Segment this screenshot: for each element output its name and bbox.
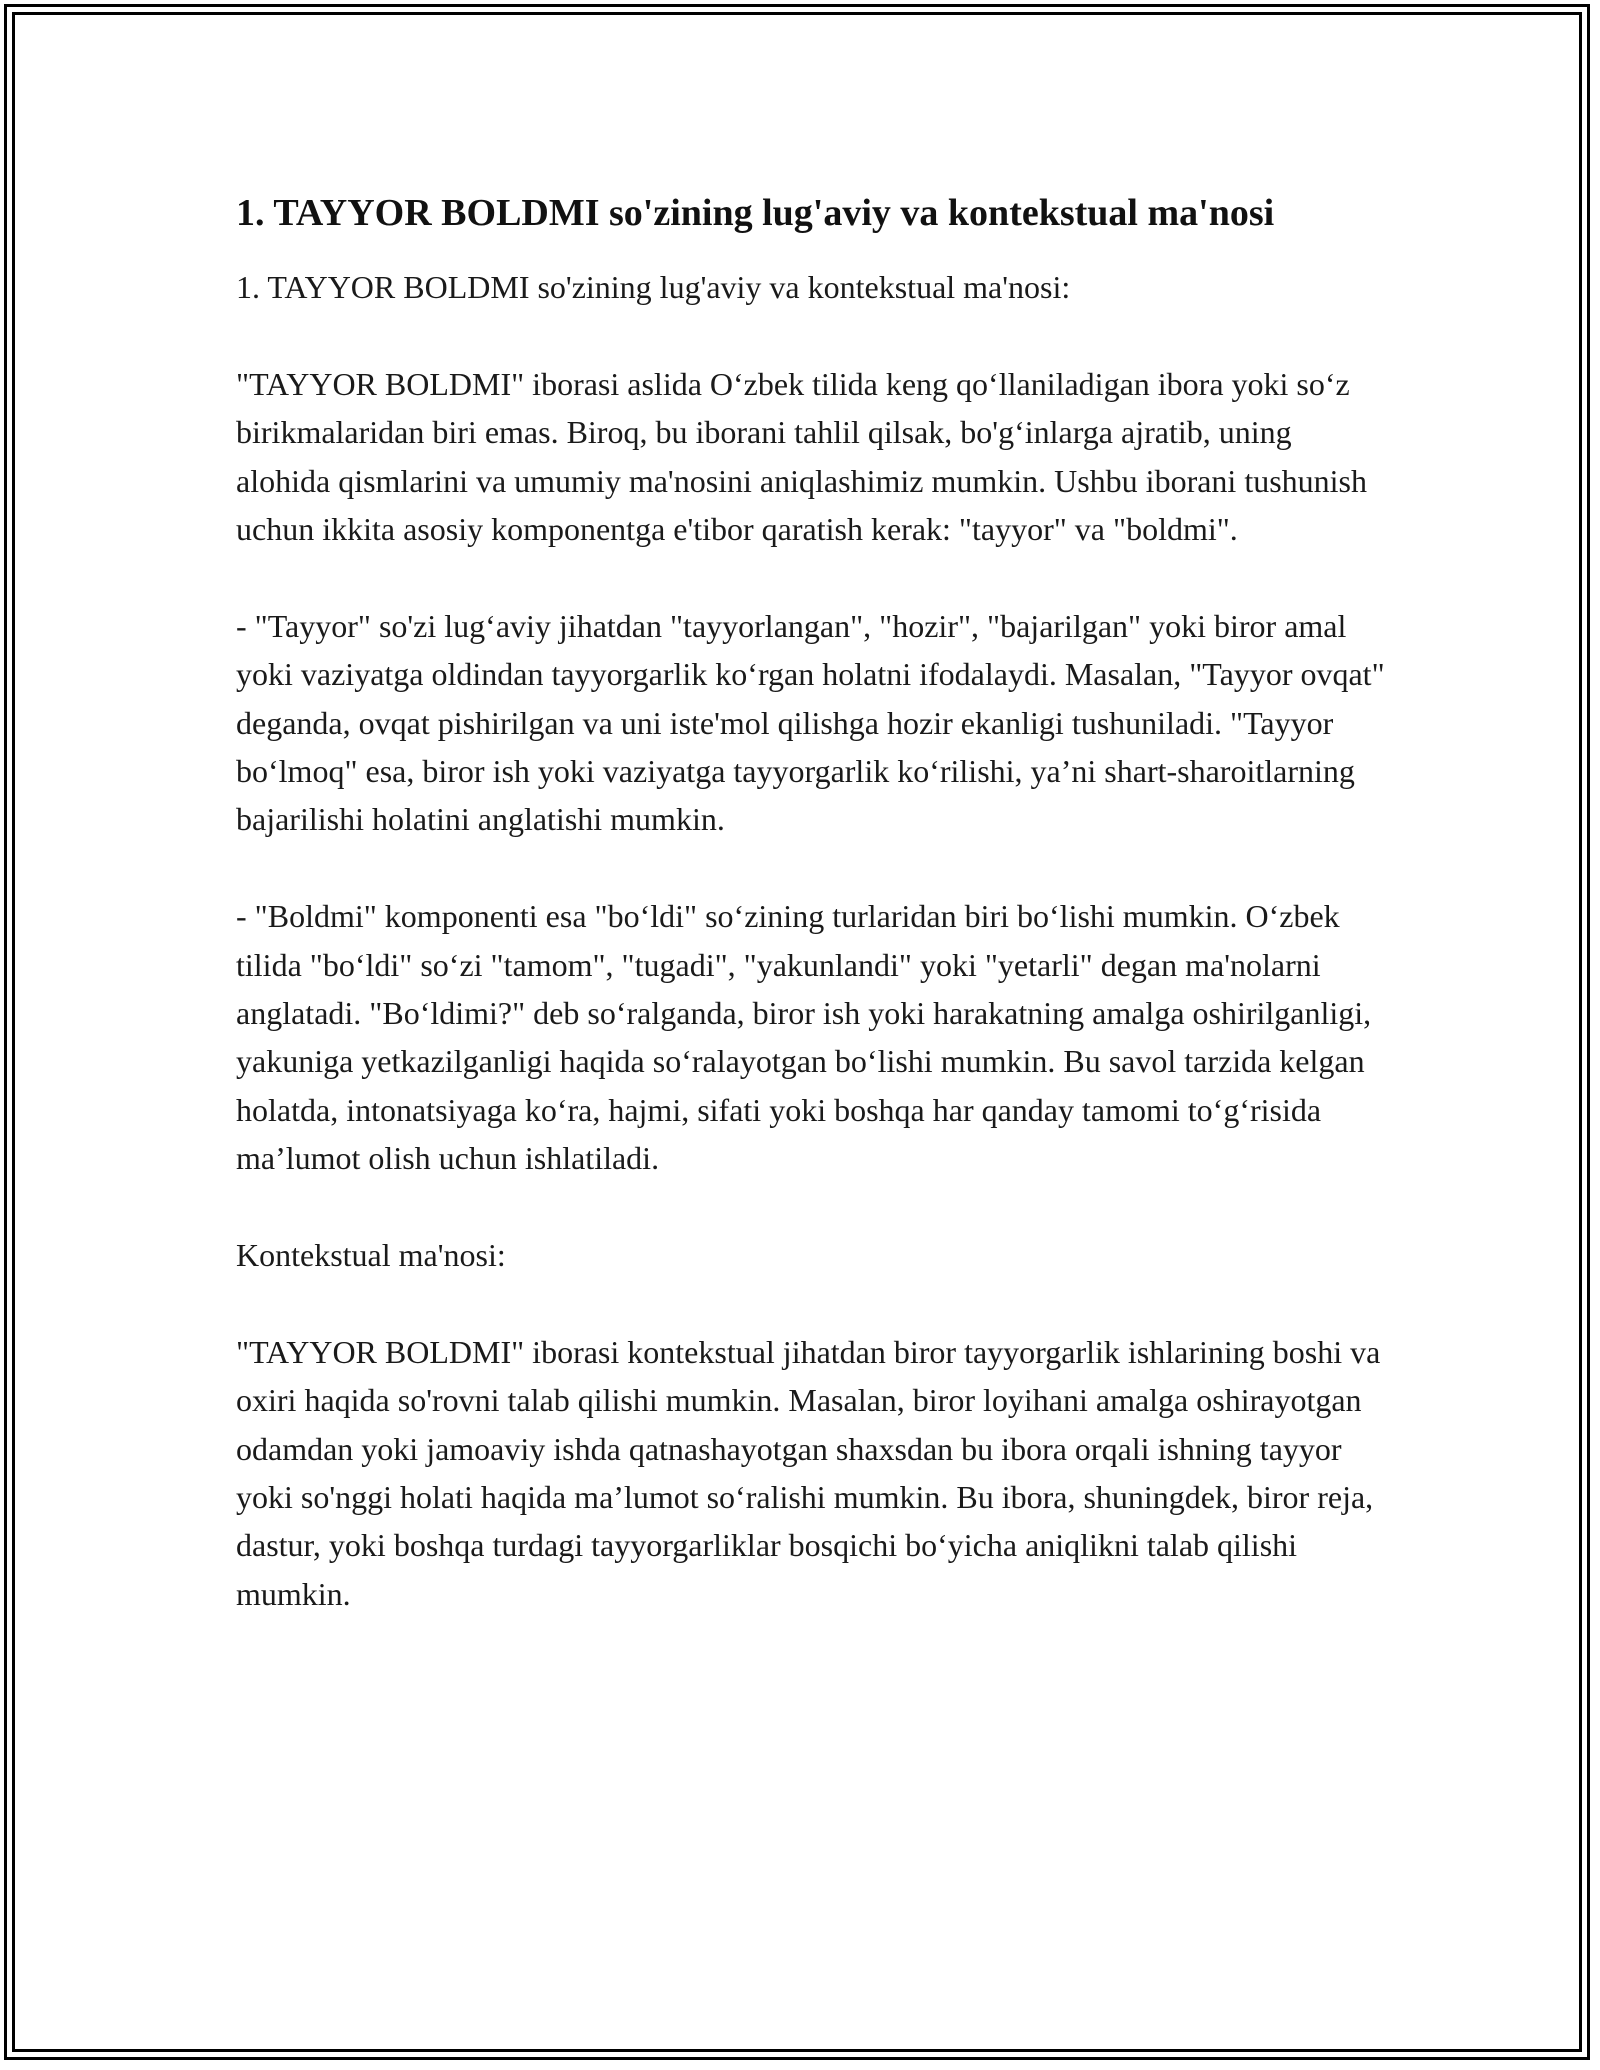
document-title: 1. TAYYOR BOLDMI so'zining lug'aviy va kontekstual ma'nosi [236,192,1275,234]
paragraph-subtitle: 1. TAYYOR BOLDMI so'zining lug'aviy va kontekstual ma'nosi: [236,269,1071,305]
paragraph-intro: "TAYYOR BOLDMI" iborasi aslida O‘zbek tilida keng qo‘llaniladigan ibora yoki so‘z birikmalaridan biri emas. Biroq, bu iborani tahlil qilsak, bo'g‘inlarga ajratib, uning alohida qismlarini va umumiy ma'nosini aniqlashimiz mumkin. Ushbu iborani tushunish uchun ikkita asosiy komponentga e'tibor qaratish kerak: "tayyor" va "boldmi". [236,365,1367,548]
paragraph-context-heading: Kontekstual ma'nosi: [236,1237,506,1274]
paragraph-tayyor: - "Tayyor" so'zi lug‘aviy jihatdan "tayyorlangan", "hozir", "bajarilgan" yoki biror amal yoki vaziyatga oldindan tayyorgarlik ko‘rgan holatni ifodalaydi. Masalan, "Tayyor ovqat" deganda, ovqat pishirilgan va uni iste'mol qilishga hozir ekanligi tushuniladi. "Tayyor bo‘lmoq" esa, biror ish yoki vaziyatga tayyorgarlik ko‘rilishi, ya’ni shart-sharoitlarning bajarilishi holatini anglatishi mumkin. [236,607,1385,838]
paragraph-context: "TAYYOR BOLDMI" iborasi kontekstual jihatdan biror tayyorgarlik ishlarining boshi va oxiri haqida so'rovni talab qilishi mumkin. Masalan, biror loyihani amalga oshirayotgan odamdan yoki jamoaviy ishda qatnashayotgan shaxsdan bu ibora orqali ishning tayyor yoki so'nggi holati haqida ma’lumot so‘ralishi mumkin. Bu ibora, shuningdek, biror reja, dastur, yoki boshqa turdagi tayyorgarliklar bosqichi bo‘yicha aniqlikni talab qilishi mumkin. [236,1333,1381,1612]
document-body [236,186,1386,1618]
paragraph-boldmi: - "Boldmi" komponenti esa "bo‘ldi" so‘zining turlaridan biri bo‘lishi mumkin. O‘zbek tilida "bo‘ldi" so‘zi "tamom", "tugadi", "yakunlandi" yoki "yetarli" degan ma'nolarni anglatadi. "Bo‘ldimi?" deb so‘ralganda, biror ish yoki harakatning amalga oshirilganligi, yakuniga yetkazilganligi haqida so‘ralayotgan bo‘lishi mumkin. Bu savol tarzida kelgan holatda, intonatsiyaga ko‘ra, hajmi, sifati yoki boshqa har qanday tamomi to‘g‘risida ma’lumot olish uchun ishlatiladi. [236,898,1372,1177]
